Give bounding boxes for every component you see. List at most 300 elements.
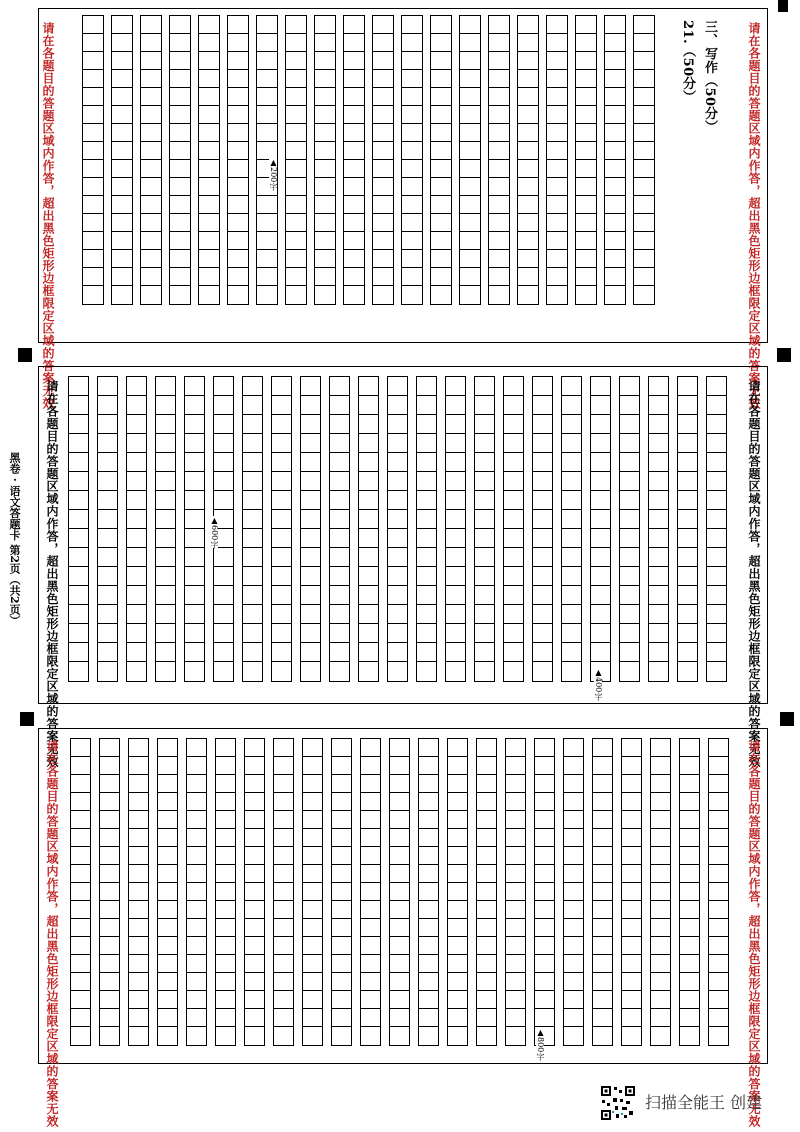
grid-cell[interactable] <box>141 286 161 304</box>
grid-cell[interactable] <box>286 214 306 232</box>
grid-cell[interactable] <box>98 472 117 491</box>
grid-cell[interactable] <box>591 567 610 586</box>
grid-cell[interactable] <box>156 586 175 605</box>
grid-cell[interactable] <box>71 973 90 991</box>
grid-cell[interactable] <box>216 883 235 901</box>
grid-cell[interactable] <box>245 919 264 937</box>
grid-cell[interactable] <box>709 883 728 901</box>
grid-cell[interactable] <box>564 901 583 919</box>
grid-cell[interactable] <box>98 510 117 529</box>
grid-cell[interactable] <box>547 70 567 88</box>
grid-cell[interactable] <box>390 757 409 775</box>
grid-cell[interactable] <box>69 567 88 586</box>
grid-cell[interactable] <box>419 811 438 829</box>
grid-cell[interactable] <box>185 453 204 472</box>
grid-cell[interactable] <box>475 605 494 624</box>
grid-cell[interactable] <box>475 548 494 567</box>
grid-cell[interactable] <box>564 811 583 829</box>
grid-cell[interactable] <box>535 1009 554 1027</box>
grid-cell[interactable] <box>129 955 148 973</box>
grid-cell[interactable] <box>707 567 726 586</box>
grid-cell[interactable] <box>332 847 351 865</box>
grid-cell[interactable] <box>170 34 190 52</box>
grid-cell[interactable] <box>112 286 132 304</box>
grid-cell[interactable] <box>634 34 654 52</box>
grid-cell[interactable] <box>446 472 465 491</box>
grid-cell[interactable] <box>373 34 393 52</box>
grid-cell[interactable] <box>576 250 596 268</box>
grid-cell[interactable] <box>402 232 422 250</box>
grid-cell[interactable] <box>303 811 322 829</box>
grid-cell[interactable] <box>533 605 552 624</box>
grid-cell[interactable] <box>83 16 103 34</box>
grid-cell[interactable] <box>535 757 554 775</box>
grid-cell[interactable] <box>419 991 438 1009</box>
grid-cell[interactable] <box>187 847 206 865</box>
grid-cell[interactable] <box>98 586 117 605</box>
grid-cell[interactable] <box>170 250 190 268</box>
grid-cell[interactable] <box>477 793 496 811</box>
grid-cell[interactable] <box>390 919 409 937</box>
grid-cell[interactable] <box>402 196 422 214</box>
grid-cell[interactable] <box>535 973 554 991</box>
grid-cell[interactable] <box>564 757 583 775</box>
grid-cell[interactable] <box>69 510 88 529</box>
grid-cell[interactable] <box>547 178 567 196</box>
grid-cell[interactable] <box>272 396 291 415</box>
grid-cell[interactable] <box>228 250 248 268</box>
grid-cell[interactable] <box>475 396 494 415</box>
grid-cell[interactable] <box>591 472 610 491</box>
grid-cell[interactable] <box>71 1009 90 1027</box>
grid-cell[interactable] <box>547 124 567 142</box>
grid-cell[interactable] <box>187 901 206 919</box>
grid-cell[interactable] <box>228 88 248 106</box>
grid-cell[interactable] <box>373 196 393 214</box>
grid-cell[interactable] <box>649 453 668 472</box>
grid-cell[interactable] <box>359 491 378 510</box>
grid-cell[interactable] <box>576 214 596 232</box>
grid-cell[interactable] <box>417 662 436 681</box>
grid-cell[interactable] <box>448 955 467 973</box>
grid-cell[interactable] <box>286 52 306 70</box>
grid-cell[interactable] <box>100 901 119 919</box>
grid-cell[interactable] <box>477 775 496 793</box>
grid-cell[interactable] <box>489 268 509 286</box>
grid-cell[interactable] <box>576 124 596 142</box>
grid-cell[interactable] <box>707 453 726 472</box>
grid-cell[interactable] <box>533 453 552 472</box>
grid-cell[interactable] <box>489 160 509 178</box>
grid-cell[interactable] <box>127 415 146 434</box>
grid-cell[interactable] <box>344 16 364 34</box>
grid-cell[interactable] <box>477 739 496 757</box>
grid-cell[interactable] <box>243 415 262 434</box>
grid-cell[interactable] <box>71 829 90 847</box>
grid-cell[interactable] <box>303 739 322 757</box>
grid-cell[interactable] <box>301 643 320 662</box>
grid-cell[interactable] <box>506 1027 525 1045</box>
grid-cell[interactable] <box>344 88 364 106</box>
grid-cell[interactable] <box>707 472 726 491</box>
grid-cell[interactable] <box>373 214 393 232</box>
grid-cell[interactable] <box>651 847 670 865</box>
grid-cell[interactable] <box>274 919 293 937</box>
grid-cell[interactable] <box>156 415 175 434</box>
grid-cell[interactable] <box>564 991 583 1009</box>
grid-cell[interactable] <box>651 829 670 847</box>
grid-cell[interactable] <box>562 548 581 567</box>
grid-cell[interactable] <box>112 214 132 232</box>
grid-cell[interactable] <box>506 955 525 973</box>
grid-cell[interactable] <box>141 196 161 214</box>
grid-cell[interactable] <box>446 548 465 567</box>
grid-cell[interactable] <box>141 250 161 268</box>
grid-cell[interactable] <box>100 937 119 955</box>
grid-cell[interactable] <box>707 662 726 681</box>
grid-cell[interactable] <box>446 643 465 662</box>
grid-cell[interactable] <box>330 643 349 662</box>
grid-cell[interactable] <box>100 865 119 883</box>
grid-cell[interactable] <box>709 991 728 1009</box>
grid-cell[interactable] <box>303 919 322 937</box>
grid-cell[interactable] <box>419 973 438 991</box>
grid-cell[interactable] <box>303 883 322 901</box>
grid-cell[interactable] <box>448 739 467 757</box>
grid-cell[interactable] <box>216 865 235 883</box>
grid-cell[interactable] <box>605 232 625 250</box>
grid-cell[interactable] <box>460 214 480 232</box>
grid-cell[interactable] <box>330 567 349 586</box>
grid-cell[interactable] <box>651 739 670 757</box>
grid-cell[interactable] <box>272 434 291 453</box>
grid-cell[interactable] <box>419 757 438 775</box>
grid-cell[interactable] <box>605 214 625 232</box>
grid-cell[interactable] <box>388 529 407 548</box>
grid-cell[interactable] <box>359 510 378 529</box>
grid-cell[interactable] <box>330 415 349 434</box>
grid-cell[interactable] <box>707 529 726 548</box>
grid-cell[interactable] <box>431 286 451 304</box>
grid-cell[interactable] <box>170 70 190 88</box>
grid-cell[interactable] <box>332 937 351 955</box>
grid-cell[interactable] <box>199 214 219 232</box>
grid-cell[interactable] <box>158 829 177 847</box>
grid-cell[interactable] <box>605 34 625 52</box>
grid-cell[interactable] <box>228 286 248 304</box>
grid-cell[interactable] <box>187 739 206 757</box>
grid-cell[interactable] <box>504 548 523 567</box>
grid-cell[interactable] <box>402 124 422 142</box>
grid-cell[interactable] <box>417 472 436 491</box>
grid-cell[interactable] <box>431 142 451 160</box>
grid-cell[interactable] <box>448 757 467 775</box>
grid-cell[interactable] <box>315 124 335 142</box>
grid-cell[interactable] <box>129 991 148 1009</box>
grid-cell[interactable] <box>651 757 670 775</box>
grid-cell[interactable] <box>228 124 248 142</box>
grid-cell[interactable] <box>535 775 554 793</box>
grid-cell[interactable] <box>388 662 407 681</box>
grid-cell[interactable] <box>620 415 639 434</box>
grid-cell[interactable] <box>446 396 465 415</box>
grid-cell[interactable] <box>359 396 378 415</box>
grid-cell[interactable] <box>506 775 525 793</box>
grid-cell[interactable] <box>651 811 670 829</box>
grid-cell[interactable] <box>98 643 117 662</box>
grid-cell[interactable] <box>390 1027 409 1045</box>
grid-cell[interactable] <box>245 901 264 919</box>
grid-cell[interactable] <box>460 106 480 124</box>
grid-cell[interactable] <box>216 739 235 757</box>
grid-cell[interactable] <box>518 214 538 232</box>
grid-cell[interactable] <box>448 919 467 937</box>
grid-cell[interactable] <box>187 883 206 901</box>
grid-cell[interactable] <box>156 567 175 586</box>
grid-cell[interactable] <box>446 586 465 605</box>
grid-cell[interactable] <box>489 34 509 52</box>
grid-cell[interactable] <box>158 865 177 883</box>
grid-cell[interactable] <box>402 106 422 124</box>
grid-cell[interactable] <box>330 662 349 681</box>
grid-cell[interactable] <box>634 124 654 142</box>
grid-cell[interactable] <box>344 214 364 232</box>
grid-cell[interactable] <box>301 529 320 548</box>
grid-cell[interactable] <box>214 567 233 586</box>
grid-cell[interactable] <box>373 142 393 160</box>
grid-cell[interactable] <box>475 643 494 662</box>
grid-cell[interactable] <box>489 196 509 214</box>
grid-cell[interactable] <box>344 106 364 124</box>
grid-cell[interactable] <box>518 16 538 34</box>
grid-cell[interactable] <box>417 415 436 434</box>
grid-cell[interactable] <box>129 811 148 829</box>
grid-cell[interactable] <box>156 510 175 529</box>
grid-cell[interactable] <box>477 865 496 883</box>
grid-cell[interactable] <box>649 605 668 624</box>
grid-cell[interactable] <box>332 991 351 1009</box>
grid-cell[interactable] <box>245 1027 264 1045</box>
grid-cell[interactable] <box>216 919 235 937</box>
grid-cell[interactable] <box>100 973 119 991</box>
grid-cell[interactable] <box>112 70 132 88</box>
grid-cell[interactable] <box>593 757 612 775</box>
grid-cell[interactable] <box>303 937 322 955</box>
grid-cell[interactable] <box>504 662 523 681</box>
grid-cell[interactable] <box>605 16 625 34</box>
grid-cell[interactable] <box>533 586 552 605</box>
grid-cell[interactable] <box>141 16 161 34</box>
grid-cell[interactable] <box>680 847 699 865</box>
grid-cell[interactable] <box>477 829 496 847</box>
grid-cell[interactable] <box>272 643 291 662</box>
grid-cell[interactable] <box>156 605 175 624</box>
grid-cell[interactable] <box>388 548 407 567</box>
grid-cell[interactable] <box>634 250 654 268</box>
grid-cell[interactable] <box>417 605 436 624</box>
grid-cell[interactable] <box>419 1027 438 1045</box>
grid-cell[interactable] <box>373 88 393 106</box>
grid-cell[interactable] <box>622 991 641 1009</box>
grid-cell[interactable] <box>332 973 351 991</box>
grid-cell[interactable] <box>620 396 639 415</box>
grid-cell[interactable] <box>332 901 351 919</box>
grid-cell[interactable] <box>419 919 438 937</box>
grid-cell[interactable] <box>330 453 349 472</box>
grid-cell[interactable] <box>228 106 248 124</box>
grid-cell[interactable] <box>286 250 306 268</box>
grid-cell[interactable] <box>156 434 175 453</box>
grid-cell[interactable] <box>83 34 103 52</box>
grid-cell[interactable] <box>562 396 581 415</box>
grid-cell[interactable] <box>245 739 264 757</box>
grid-cell[interactable] <box>129 757 148 775</box>
grid-cell[interactable] <box>417 567 436 586</box>
grid-cell[interactable] <box>448 847 467 865</box>
grid-cell[interactable] <box>576 286 596 304</box>
grid-cell[interactable] <box>286 286 306 304</box>
grid-cell[interactable] <box>576 142 596 160</box>
grid-cell[interactable] <box>332 811 351 829</box>
grid-cell[interactable] <box>216 1009 235 1027</box>
grid-cell[interactable] <box>680 757 699 775</box>
grid-cell[interactable] <box>620 548 639 567</box>
grid-cell[interactable] <box>593 1027 612 1045</box>
grid-cell[interactable] <box>709 793 728 811</box>
grid-cell[interactable] <box>576 196 596 214</box>
grid-cell[interactable] <box>547 232 567 250</box>
grid-cell[interactable] <box>448 1009 467 1027</box>
grid-cell[interactable] <box>564 955 583 973</box>
grid-cell[interactable] <box>332 793 351 811</box>
grid-cell[interactable] <box>373 70 393 88</box>
grid-cell[interactable] <box>214 434 233 453</box>
grid-cell[interactable] <box>518 268 538 286</box>
grid-cell[interactable] <box>678 605 697 624</box>
grid-cell[interactable] <box>228 232 248 250</box>
grid-cell[interactable] <box>651 937 670 955</box>
grid-cell[interactable] <box>214 491 233 510</box>
grid-cell[interactable] <box>460 124 480 142</box>
writing-grid-middle[interactable] <box>68 376 727 682</box>
grid-cell[interactable] <box>187 919 206 937</box>
grid-cell[interactable] <box>98 605 117 624</box>
grid-cell[interactable] <box>187 1027 206 1045</box>
grid-cell[interactable] <box>489 142 509 160</box>
grid-cell[interactable] <box>199 34 219 52</box>
grid-cell[interactable] <box>489 232 509 250</box>
grid-cell[interactable] <box>361 901 380 919</box>
grid-cell[interactable] <box>303 793 322 811</box>
grid-cell[interactable] <box>533 548 552 567</box>
grid-cell[interactable] <box>272 453 291 472</box>
grid-cell[interactable] <box>257 52 277 70</box>
grid-cell[interactable] <box>315 250 335 268</box>
grid-cell[interactable] <box>460 196 480 214</box>
grid-cell[interactable] <box>156 377 175 396</box>
grid-cell[interactable] <box>156 548 175 567</box>
grid-cell[interactable] <box>315 160 335 178</box>
grid-cell[interactable] <box>303 955 322 973</box>
grid-cell[interactable] <box>71 757 90 775</box>
grid-cell[interactable] <box>170 214 190 232</box>
grid-cell[interactable] <box>547 106 567 124</box>
grid-cell[interactable] <box>709 829 728 847</box>
grid-cell[interactable] <box>71 883 90 901</box>
grid-cell[interactable] <box>141 142 161 160</box>
grid-cell[interactable] <box>315 178 335 196</box>
grid-cell[interactable] <box>446 567 465 586</box>
grid-cell[interactable] <box>593 955 612 973</box>
grid-cell[interactable] <box>576 88 596 106</box>
grid-cell[interactable] <box>388 472 407 491</box>
grid-cell[interactable] <box>622 919 641 937</box>
grid-cell[interactable] <box>634 52 654 70</box>
grid-cell[interactable] <box>216 811 235 829</box>
grid-cell[interactable] <box>620 662 639 681</box>
grid-cell[interactable] <box>649 510 668 529</box>
grid-cell[interactable] <box>158 937 177 955</box>
grid-cell[interactable] <box>332 829 351 847</box>
grid-cell[interactable] <box>359 586 378 605</box>
grid-cell[interactable] <box>390 847 409 865</box>
grid-cell[interactable] <box>535 955 554 973</box>
grid-cell[interactable] <box>605 160 625 178</box>
grid-cell[interactable] <box>228 52 248 70</box>
grid-cell[interactable] <box>709 901 728 919</box>
grid-cell[interactable] <box>388 453 407 472</box>
grid-cell[interactable] <box>156 643 175 662</box>
grid-cell[interactable] <box>564 793 583 811</box>
grid-cell[interactable] <box>199 286 219 304</box>
grid-cell[interactable] <box>605 88 625 106</box>
grid-cell[interactable] <box>680 937 699 955</box>
grid-cell[interactable] <box>129 793 148 811</box>
grid-cell[interactable] <box>330 586 349 605</box>
grid-cell[interactable] <box>185 434 204 453</box>
grid-cell[interactable] <box>620 624 639 643</box>
grid-cell[interactable] <box>344 250 364 268</box>
grid-cell[interactable] <box>100 739 119 757</box>
grid-cell[interactable] <box>390 937 409 955</box>
grid-cell[interactable] <box>257 196 277 214</box>
grid-cell[interactable] <box>243 453 262 472</box>
grid-cell[interactable] <box>562 643 581 662</box>
grid-cell[interactable] <box>69 377 88 396</box>
grid-cell[interactable] <box>216 955 235 973</box>
grid-cell[interactable] <box>477 991 496 1009</box>
grid-cell[interactable] <box>649 491 668 510</box>
grid-cell[interactable] <box>678 434 697 453</box>
grid-cell[interactable] <box>361 757 380 775</box>
grid-cell[interactable] <box>216 829 235 847</box>
grid-cell[interactable] <box>301 396 320 415</box>
grid-cell[interactable] <box>129 973 148 991</box>
grid-cell[interactable] <box>156 662 175 681</box>
grid-cell[interactable] <box>593 991 612 1009</box>
grid-cell[interactable] <box>127 491 146 510</box>
grid-cell[interactable] <box>504 434 523 453</box>
grid-cell[interactable] <box>591 415 610 434</box>
grid-cell[interactable] <box>245 829 264 847</box>
grid-cell[interactable] <box>187 991 206 1009</box>
grid-cell[interactable] <box>100 829 119 847</box>
grid-cell[interactable] <box>593 919 612 937</box>
grid-cell[interactable] <box>593 901 612 919</box>
grid-cell[interactable] <box>388 510 407 529</box>
grid-cell[interactable] <box>576 52 596 70</box>
grid-cell[interactable] <box>158 991 177 1009</box>
